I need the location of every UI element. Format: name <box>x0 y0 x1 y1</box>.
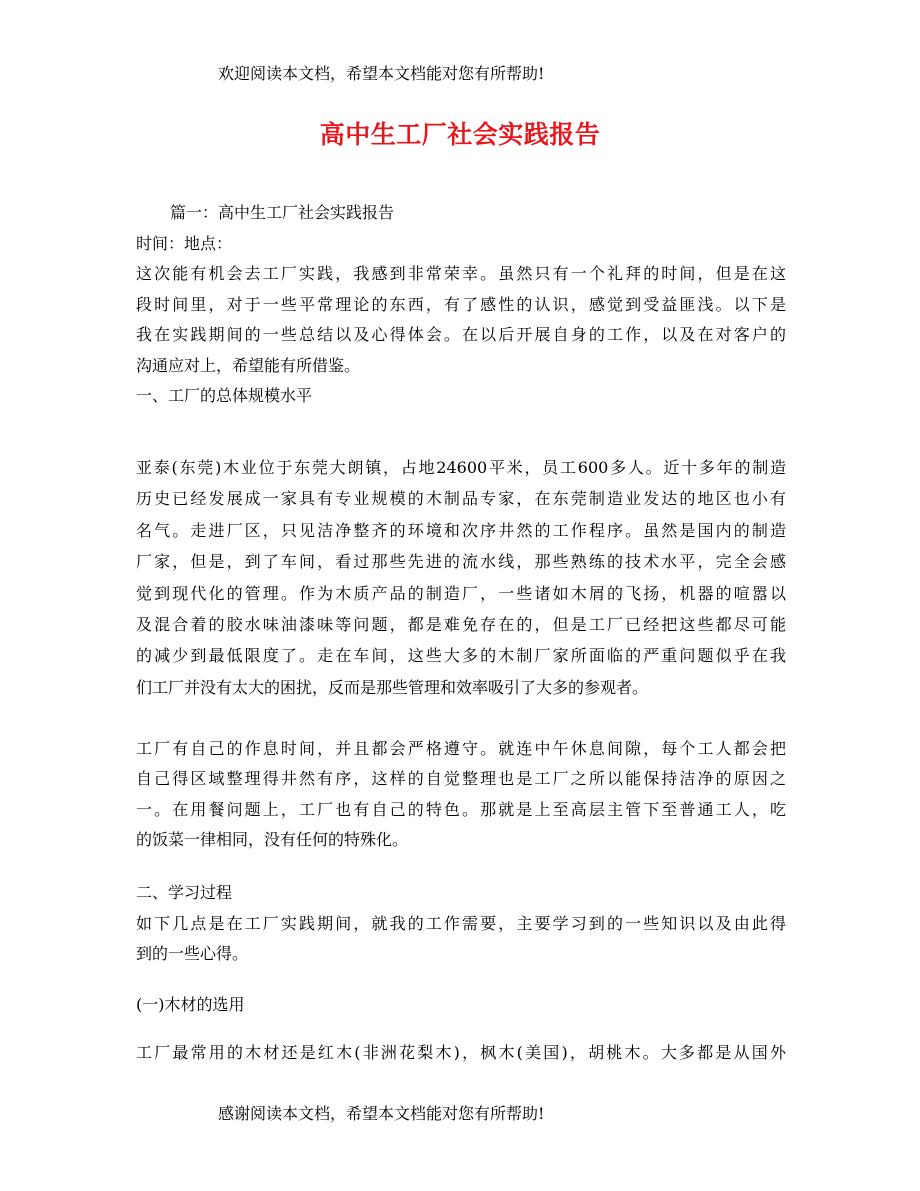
paragraph-line: 觉到现代化的管理。作为木质产品的制造厂，一些诸如木屑的飞扬，机器的喧嚣以 <box>136 583 786 603</box>
paragraph-line: 到的一些心得。 <box>136 944 249 963</box>
paragraph-line: 历史已经发展成一家具有专业规模的木制品专家，在东莞制造业发达的地区也小有 <box>136 489 786 509</box>
header-note: 欢迎阅读本文档，希望本文档能对您有所帮助! <box>218 64 545 83</box>
paragraph-line: 厂家，但是，到了车间，看过那些先进的流水线，那些熟练的技术水平，完全会感 <box>136 552 786 572</box>
paragraph-line: 及混合着的胶水味油漆味等问题，都是难免存在的，但是工厂已经把这些都尽可能 <box>136 614 786 634</box>
paragraph-line: 的饭菜一律相同，没有任何的特殊化。 <box>136 829 409 849</box>
paragraph-line: 自己得区域整理得井然有序，这样的自觉整理也是工厂之所以能保持洁净的原因之 <box>136 769 786 789</box>
paragraph-line: 如下几点是在工厂实践期间，就我的工作需要，主要学习到的一些知识以及由此得 <box>136 913 786 933</box>
document-body <box>136 198 786 412</box>
intro-line: 段时间里，对于一些平常理论的东西，有了感性的认识，感觉到受益匪浅。以下是 <box>136 294 786 314</box>
section2-heading: 二、学习过程 <box>136 883 233 902</box>
subsection1-heading: (一)木材的选用 <box>136 995 245 1014</box>
paragraph-line: 工厂有自己的作息时间，并且都会严格遵守。就连中午休息间隙，每个工人都会把 <box>136 739 786 758</box>
subsection1-heading-block <box>136 990 786 1021</box>
footer-note: 感谢阅读本文档，希望本文档能对您有所帮助! <box>218 1104 545 1123</box>
section1-heading: 一、工厂的总体规模水平 <box>136 386 313 405</box>
subsection1-paragraph <box>136 1038 786 1069</box>
document-title: 高中生工厂社会实践报告 <box>319 120 601 149</box>
time-place-line: 时间：地点： <box>136 233 233 253</box>
paragraph-line: 们工厂并没有太大的困扰，反而是那些管理和效率吸引了大多的参观者。 <box>136 677 649 697</box>
paragraph-line: 一。在用餐问题上，工厂也有自己的特色。那就是上至高层主管下至普通工人，吃 <box>136 799 786 819</box>
paragraph-line: 的减少到最低限度了。走在车间，这些大多的木制厂家所面临的严重问题似乎在我 <box>136 646 786 666</box>
paragraph-line: 名气。走进厂区，只见洁净整齐的环境和次序井然的工作程序。虽然是国内的制造 <box>136 520 786 540</box>
paragraph-line: 工厂最常用的木材还是红木(非洲花梨木)，枫木(美国)，胡桃木。大多都是从国外 <box>136 1043 786 1062</box>
intro-line: 沟通应对上，希望能有所借鉴。 <box>136 355 361 375</box>
paragraph-line: 亚泰(东莞)木业位于东莞大朗镇，占地24600平米，员工600多人。近十多年的制造 <box>136 458 786 477</box>
section2 <box>136 878 786 970</box>
intro-line: 这次能有机会去工厂实践，我感到非常荣幸。虽然只有一个礼拜的时间，但是在这 <box>136 264 786 283</box>
section1-paragraph-1 <box>136 452 786 703</box>
intro-line: 我在实践期间的一些总结以及心得体会。在以后开展自身的工作，以及在对客户的 <box>136 325 786 344</box>
subtitle: 篇一：高中生工厂社会实践报告 <box>170 203 395 222</box>
section1-paragraph-2 <box>136 734 786 855</box>
